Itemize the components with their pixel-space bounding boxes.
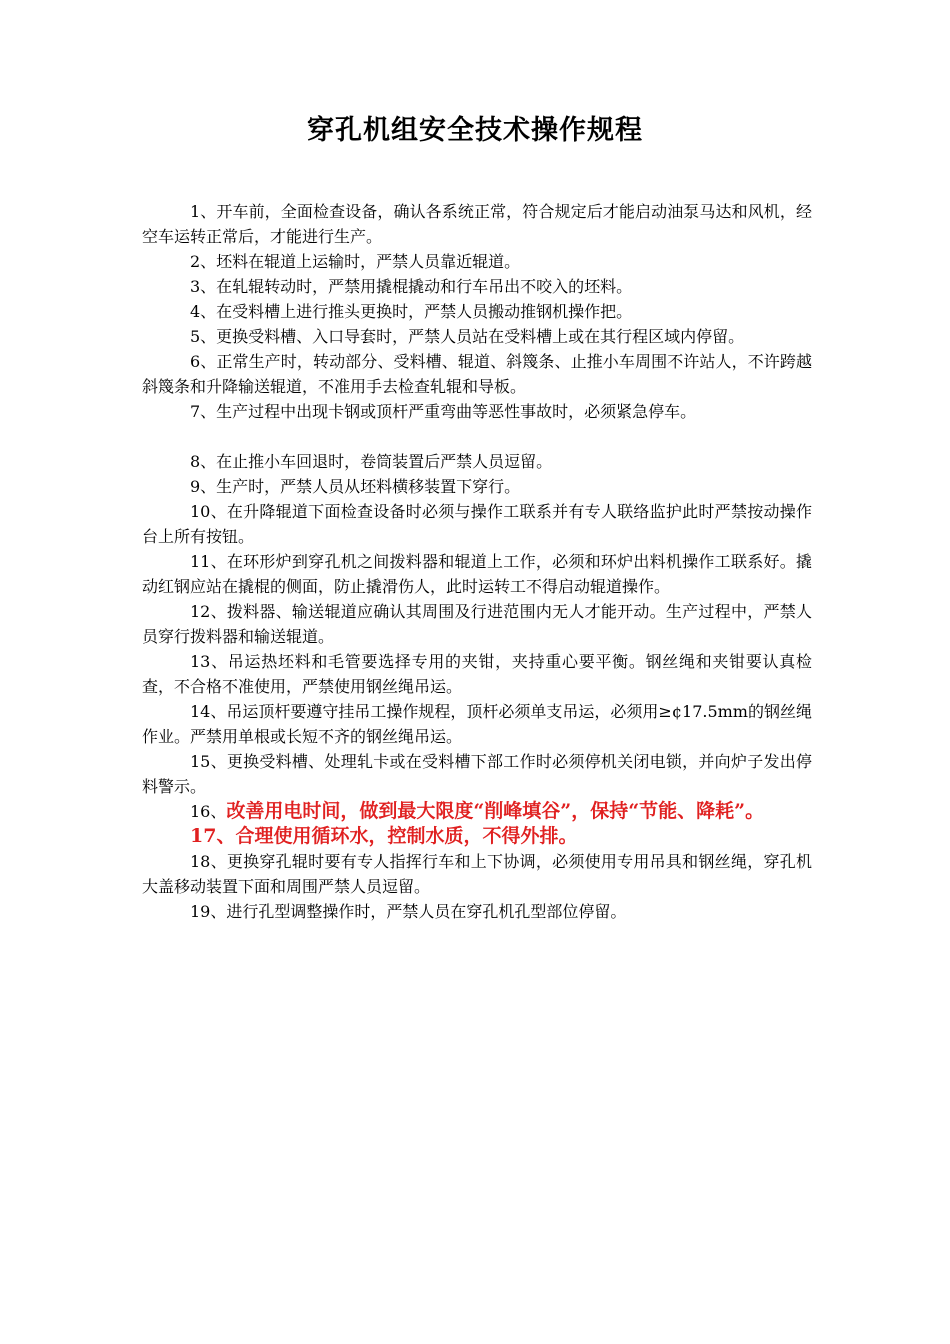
- rule-8: 8、在止推小车回退时，卷筒装置后严禁人员逗留。: [190, 452, 553, 471]
- rule-19: 19、进行孔型调整操作时，严禁人员在穿孔机孔型部位停留。: [190, 902, 627, 921]
- rule-11: 11、在环形炉到穿孔机之间拨料器和辊道上工作，必须和环炉出料机操作工联系好。撬动红钢应站在撬棍的侧面，防止撬滑伤人，此时运转工不得启动辊道操作。: [142, 552, 812, 596]
- regulation-body: [142, 199, 812, 924]
- rule-14: 14、吊运顶杆要遵守挂吊工操作规程，顶杆必须单支吊运，必须用≥¢17.5mm的钢丝绳作业。严禁用单根或长短不齐的钢丝绳吊运。: [142, 702, 812, 746]
- document-title: 穿孔机组安全技术操作规程: [307, 115, 643, 146]
- rule-4: 4、在受料槽上进行推头更换时，严禁人员搬动推钢机操作把。: [190, 302, 633, 321]
- rule-3: 3、在轧辊转动时，严禁用撬棍撬动和行车吊出不咬入的坯料。: [190, 277, 633, 296]
- rule-16-highlight: 改善用电时间，做到最大限度“削峰填谷”，保持“节能、降耗”。: [226, 800, 765, 822]
- rule-15: 15、更换受料槽、处理轧卡或在受料槽下部工作时必须停机关闭电锁，并向炉子发出停料警示。: [142, 752, 812, 796]
- rule-5: 5、更换受料槽、入口导套时，严禁人员站在受料槽上或在其行程区域内停留。: [190, 327, 745, 346]
- rule-7: 7、生产过程中出现卡钢或顶杆严重弯曲等恶性事故时，必须紧急停车。: [190, 402, 697, 421]
- blank-line: [142, 424, 812, 449]
- rule-16: [142, 799, 812, 824]
- rule-16-number: 16、: [190, 802, 227, 821]
- rule-17: 17、合理使用循环水，控制水质，不得外排。: [190, 825, 578, 847]
- rule-2: 2、坯料在辊道上运输时，严禁人员靠近辊道。: [190, 252, 521, 271]
- rule-10: 10、在升降辊道下面检查设备时必须与操作工联系并有专人联络监护此时严禁按动操作台上所有按钮。: [142, 502, 812, 546]
- rule-13: 13、吊运热坯料和毛管要选择专用的夹钳，夹持重心要平衡。钢丝绳和夹钳要认真检查，不合格不准使用，严禁使用钢丝绳吊运。: [142, 652, 812, 696]
- rule-9: 9、生产时，严禁人员从坯料横移装置下穿行。: [190, 477, 521, 496]
- rule-6: 6、正常生产时，转动部分、受料槽、辊道、斜篾条、止推小车周围不许站人，不许跨越斜篾条和升降输送辊道，不准用手去检查轧辊和导板。: [142, 352, 812, 396]
- rule-12: 12、拨料器、输送辊道应确认其周围及行进范围内无人才能开动。生产过程中，严禁人员穿行拨料器和输送辊道。: [142, 602, 812, 646]
- rule-18: 18、更换穿孔辊时要有专人指挥行车和上下协调，必须使用专用吊具和钢丝绳，穿孔机大盖移动装置下面和周围严禁人员逗留。: [142, 852, 812, 896]
- rule-1: 1、开车前，全面检查设备，确认各系统正常，符合规定后才能启动油泵马达和风机，经空车运转正常后，才能进行生产。: [142, 202, 812, 246]
